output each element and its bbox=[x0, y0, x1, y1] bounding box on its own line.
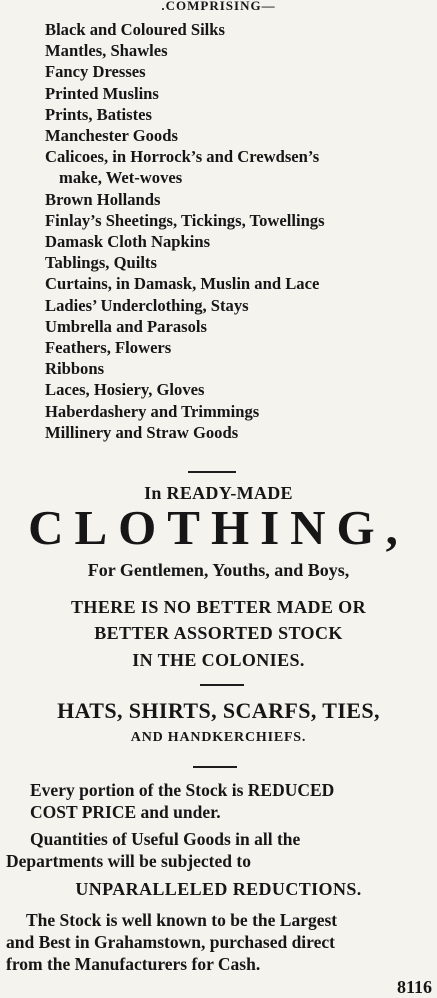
list-item: Prints, Batistes bbox=[45, 104, 152, 124]
list-item: Feathers, Flowers bbox=[45, 338, 172, 358]
better-line: IN THE COLONIES. bbox=[132, 650, 305, 670]
divider-rule bbox=[200, 684, 244, 686]
list-item: Tablings, Quilts bbox=[45, 253, 157, 273]
portion-line: COST PRICE and under. bbox=[30, 802, 221, 822]
advert-code: 8116 bbox=[396, 977, 432, 997]
comprising-header: .COMPRISING— bbox=[161, 0, 276, 13]
list-item: make, Wet-woves bbox=[59, 168, 183, 188]
quantities-line: Departments will be subjected to bbox=[6, 851, 251, 871]
better-line: THERE IS NO BETTER MADE OR bbox=[71, 597, 366, 617]
list-item: Brown Hollands bbox=[45, 189, 161, 209]
for-gentlemen-line: For Gentlemen, Youths, and Boys, bbox=[87, 560, 350, 580]
stock-known-line: from the Manufacturers for Cash. bbox=[6, 954, 261, 974]
goods-list bbox=[45, 19, 435, 443]
divider-rule bbox=[188, 471, 236, 473]
ready-made-heading: In READY-MADE bbox=[144, 483, 293, 503]
list-item: Millinery and Straw Goods bbox=[45, 422, 239, 442]
divider-rule bbox=[193, 766, 237, 768]
list-item: Ladies’ Underclothing, Stays bbox=[45, 295, 249, 315]
list-item: Ribbons bbox=[45, 359, 105, 379]
list-item: Mantles, Shawles bbox=[45, 41, 168, 61]
list-item: Umbrella and Parasols bbox=[45, 316, 207, 336]
clothing-heading: CLOTHING, bbox=[28, 500, 409, 555]
stock-known-line: and Best in Grahamstown, purchased direct bbox=[6, 932, 335, 952]
list-item: Laces, Hosiery, Gloves bbox=[45, 380, 205, 400]
unparalleled-heading: UNPARALLELED REDUCTIONS. bbox=[75, 879, 362, 899]
list-item: Calicoes, in Horrock’s and Crewdsen’s bbox=[45, 147, 320, 167]
portion-line: Every portion of the Stock is REDUCED bbox=[30, 780, 335, 800]
list-item: Manchester Goods bbox=[45, 126, 178, 146]
stock-known-line: The Stock is well known to be the Largest bbox=[26, 910, 338, 930]
list-item: Black and Coloured Silks bbox=[45, 20, 225, 39]
quantities-line: Quantities of Useful Goods in all the bbox=[30, 829, 301, 849]
list-item: Fancy Dresses bbox=[45, 62, 146, 82]
better-line: BETTER ASSORTED STOCK bbox=[94, 623, 343, 643]
list-item: Haberdashery and Trimmings bbox=[45, 401, 260, 421]
hats-heading: HATS, SHIRTS, SCARFS, TIES, bbox=[57, 698, 380, 723]
list-item: Finlay’s Sheetings, Tickings, Towellings bbox=[45, 210, 325, 230]
list-item: Printed Muslins bbox=[45, 83, 159, 103]
list-item: Damask Cloth Napkins bbox=[45, 232, 211, 252]
list-item: Curtains, in Damask, Muslin and Lace bbox=[45, 274, 320, 294]
handkerchiefs-heading: AND HANDKERCHIEFS. bbox=[130, 730, 307, 745]
